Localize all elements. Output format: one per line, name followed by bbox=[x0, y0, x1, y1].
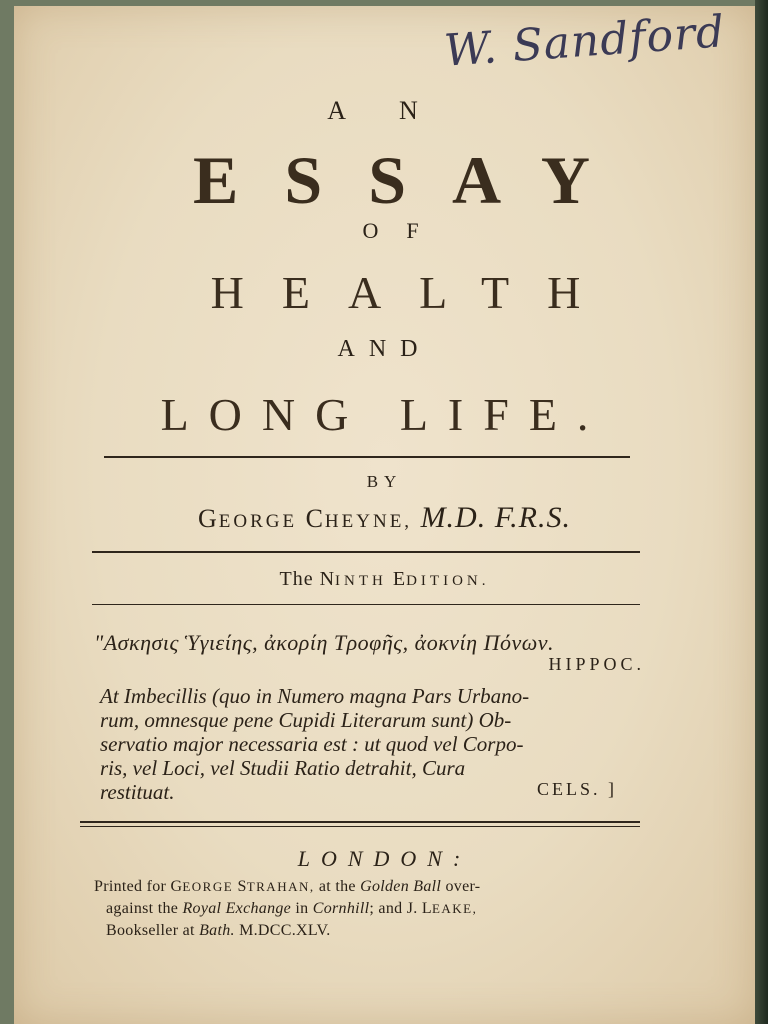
imprint-text: EORGE bbox=[182, 879, 234, 894]
author-initial: G bbox=[197, 504, 219, 533]
imprint-text: Printed for bbox=[94, 878, 171, 895]
imprint-text: TRAHAN, bbox=[246, 879, 315, 894]
edition-the: The bbox=[279, 568, 320, 590]
imprint-city: LONDON: bbox=[297, 846, 472, 871]
imprint-text: S bbox=[233, 878, 247, 895]
author-credentials: M.D. F.R.S. bbox=[412, 501, 572, 534]
divider-rule bbox=[92, 604, 640, 605]
author-last-initial: C bbox=[297, 504, 325, 533]
greek-epigraph: "Ασκησις Ὑγιείης, ἀκορίη Τροφῆς, ἀοκνίη Πόνων. bbox=[94, 630, 555, 655]
book-edge bbox=[755, 0, 768, 1024]
greek-attribution: HIPPOC. bbox=[548, 654, 645, 674]
imprint-text: Bookseller at bbox=[106, 922, 200, 939]
title-page bbox=[14, 6, 755, 1024]
title-of: OF bbox=[362, 218, 447, 243]
title-health: HEALTH bbox=[210, 267, 619, 318]
edition-dition: DITION. bbox=[406, 573, 490, 589]
imprint-line-2 bbox=[106, 900, 477, 918]
author-first-rest: EORGE bbox=[218, 511, 298, 532]
imprint-text: at the bbox=[314, 878, 361, 895]
imprint-text: L bbox=[421, 900, 432, 917]
imprint-text: in bbox=[291, 900, 313, 917]
latin-epigraph-line: servatio major necessaria est : ut quod vel Corpo- bbox=[100, 732, 524, 756]
latin-epigraph-line: restituat. bbox=[100, 780, 175, 804]
divider-rule bbox=[104, 456, 630, 458]
byline-by: BY bbox=[366, 472, 403, 491]
imprint-line-1 bbox=[94, 878, 480, 896]
imprint-text: Cornhill bbox=[312, 900, 370, 917]
imprint-text: Golden Ball bbox=[360, 878, 442, 895]
author-name bbox=[14, 501, 755, 535]
imprint-text: G bbox=[170, 878, 183, 895]
edition-statement bbox=[14, 568, 755, 591]
imprint-text: against the bbox=[106, 900, 183, 917]
edition-e: E bbox=[386, 568, 407, 590]
imprint-text: EAKE, bbox=[431, 901, 478, 916]
edition-inth: INTH bbox=[335, 573, 387, 589]
latin-epigraph-line: ris, vel Loci, vel Studii Ratio detrahit, Cura bbox=[100, 756, 466, 780]
divider-rule bbox=[80, 821, 640, 823]
title-essay: ESSAY bbox=[193, 142, 636, 218]
imprint-text: Royal Exchange bbox=[182, 900, 292, 917]
latin-epigraph-line: rum, omnesque pene Cupidi Literarum sunt) Ob- bbox=[100, 708, 512, 732]
imprint-text: ; and J. bbox=[369, 900, 422, 917]
edition-n: N bbox=[319, 568, 336, 590]
owner-signature: W. Sandford bbox=[442, 6, 727, 77]
title-long-life: LONG LIFE. bbox=[160, 389, 609, 440]
divider-rule bbox=[80, 826, 640, 827]
title-and: AND bbox=[337, 336, 432, 362]
imprint-line-3 bbox=[106, 922, 331, 940]
latin-epigraph-line: At Imbecillis (quo in Numero magna Pars Urbano- bbox=[100, 684, 530, 708]
divider-rule bbox=[92, 551, 640, 553]
author-last-rest: HEYNE, bbox=[324, 511, 413, 532]
imprint-text: Bath. bbox=[199, 922, 235, 939]
title-article: A N bbox=[327, 96, 442, 125]
imprint-text: over- bbox=[441, 878, 481, 895]
latin-attribution: CELS. ] bbox=[536, 779, 617, 799]
imprint-text: M.DCC.XLV. bbox=[234, 922, 331, 939]
